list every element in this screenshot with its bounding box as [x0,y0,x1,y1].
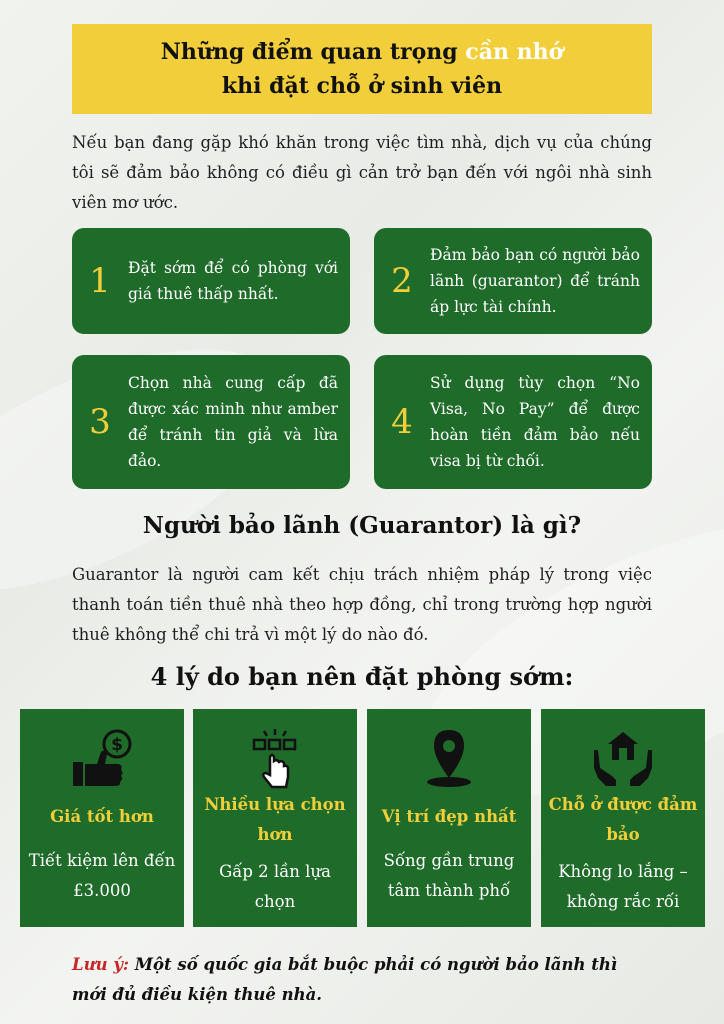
reason-card-1 [20,709,184,927]
reason-title: Chỗ ở được đảm bảo [548,795,698,844]
tip-card-3 [72,355,350,489]
reason-card-3 [367,709,531,927]
reason-title: Vị trí đẹp nhất [381,807,517,826]
note-paragraph [72,950,652,1010]
reason-desc: Không lo lắng – không rắc rối [558,862,688,911]
money-hand-icon [20,723,184,795]
title-highlight: cần nhớ [465,39,564,65]
note-text: Một số quốc gia bắt buộc phải có người bảo lãnh thì mới đủ điều kiện thuê nhà. [72,955,618,1004]
tip-text: Đặt sớm để có phòng với giá thuê thấp nhất. [128,259,338,303]
reason-title: Giá tốt hơn [50,807,154,826]
tip-number: 2 [391,261,413,301]
note-label: Lưu ý: [72,955,130,974]
reasons-heading: 4 lý do bạn nên đặt phòng sớm: [150,662,574,691]
tip-card-2 [374,228,652,334]
tip-number: 3 [89,402,111,442]
tip-card-4 [374,355,652,489]
guarantor-paragraph: Guarantor là người cam kết chịu trách nhiệm pháp lý trong việc thanh toán tiền thuê nhà theo hợp đồng, chỉ trong trường hợp người thuê không thể chi trả vì một lý do nào đó. [72,565,652,644]
reason-desc: Tiết kiệm lên đến £3.000 [28,851,176,900]
tip-number: 1 [89,261,111,301]
reason-desc: Gấp 2 lần lựa chọn [219,862,331,911]
tip-text: Chọn nhà cung cấp đã được xác minh như amber để tránh tin giả và lừa đảo. [128,374,338,470]
guarantor-heading: Người bảo lãnh (Guarantor) là gì? [142,512,582,539]
reason-card-2 [193,709,357,927]
intro-paragraph: Nếu bạn đang gặp khó khăn trong việc tìm nhà, dịch vụ của chúng tôi sẽ đảm bảo không có điều gì cản trở bạn đến với ngôi nhà sinh viên mơ ước. [72,133,652,212]
reason-card-4 [541,709,705,927]
tip-number: 4 [391,402,413,442]
location-pin-icon [367,723,531,795]
svg-text:$: $ [111,735,123,755]
title-line-2: khi đặt chỗ ở sinh viên [221,73,503,99]
tip-text: Đảm bảo bạn có người bảo lãnh (guarantor) để tránh áp lực tài chính. [430,246,640,316]
tip-card-1 [72,228,350,334]
house-hands-icon [541,723,705,795]
reason-desc: Sống gần trung tâm thành phố [383,851,515,900]
page-title-banner [72,24,652,114]
click-choice-icon [193,723,357,795]
tip-text: Sử dụng tùy chọn “No Visa, No Pay” để được hoàn tiền đảm bảo nếu visa bị từ chối. [430,374,640,470]
reason-title: Nhiều lựa chọn hơn [204,795,346,844]
title-line-1: Những điểm quan trọng cần nhớ [160,39,564,65]
